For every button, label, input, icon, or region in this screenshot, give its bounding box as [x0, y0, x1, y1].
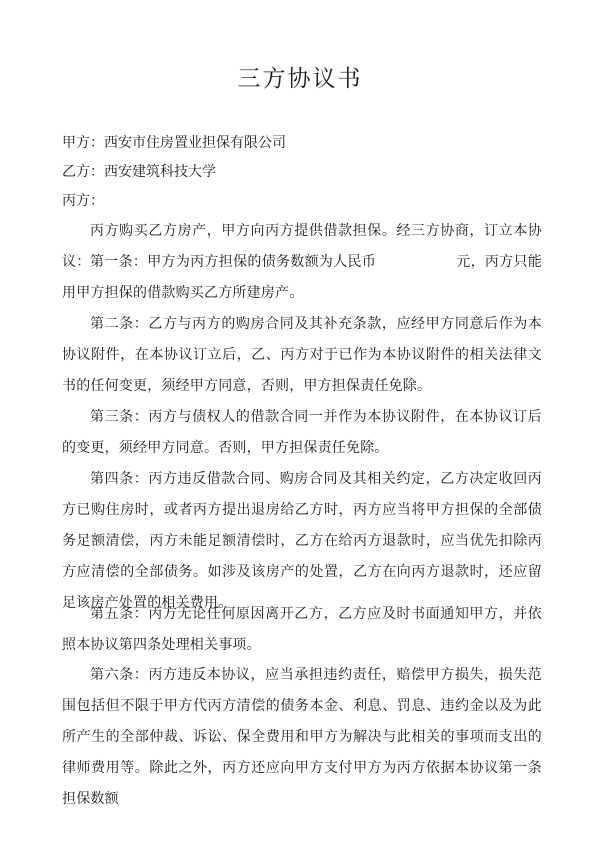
article-5: 第五条：丙方无论任何原因离开乙方，乙方应及时书面通知甲方，并依照本协议第四条处理相关事项。	[62, 606, 542, 653]
document-title: 三方协议书	[237, 66, 363, 92]
party-bing: 丙方：	[62, 193, 104, 209]
article-1-part2: 元，丙方只能用甲方担保的借款购买乙方所建房产。	[62, 254, 543, 301]
article-4: 第四条：丙方违反借款合同、购房合同及其相关约定，乙方决定收回丙方已购住房时，或者丙方提出退房给乙方时，丙方应当将甲方担保的全部债务足额清偿，丙方未能足额清偿时，乙方在给丙方退款时，应当优先扣除丙方应清偿的全部债务。如涉及该房产的处置，乙方在向丙方退款时，还应留足该房产处置的相关费用。	[62, 471, 542, 611]
article-3: 第三条：丙方与债权人的借款合同一并作为本协议附件，在本协议订后的变更，须经甲方同意。否则，甲方担保责任免除。	[62, 409, 542, 456]
party-yi: 乙方：西安建筑科技大学	[62, 164, 216, 180]
article-6: 第六条：丙方违反本协议，应当承担违约责任，赔偿甲方损失，损失范围包括但不限于甲方代丙方清偿的债务本金、利息、罚息、违约金以及为此所产生的全部仲裁、诉讼、保全费用和甲方为解决与此相关的事项而支出的律师费用等。除此之外，丙方还应向甲方支付甲方为丙方依据本协议第一条担保数额	[62, 667, 542, 807]
article-1-part1: 第一条：甲方为丙方担保的债务数额为人民币	[90, 254, 377, 270]
article-2: 第二条：乙方与丙方的购房合同及其补充条款，应经甲方同意后作为本协议附件，在本协议订立后，乙、丙方对于已作为本协议附件的相关法律文书的任何变更，须经甲方同意，否则，甲方担保责任免除。	[62, 316, 542, 394]
intro-paragraph: 丙方购买乙方房产，甲方向丙方提供借款担保。经三方协商，订立本协议：	[62, 223, 542, 270]
party-jia: 甲方：西安市住房置业担保有限公司	[62, 135, 286, 151]
article-1	[62, 247, 542, 309]
